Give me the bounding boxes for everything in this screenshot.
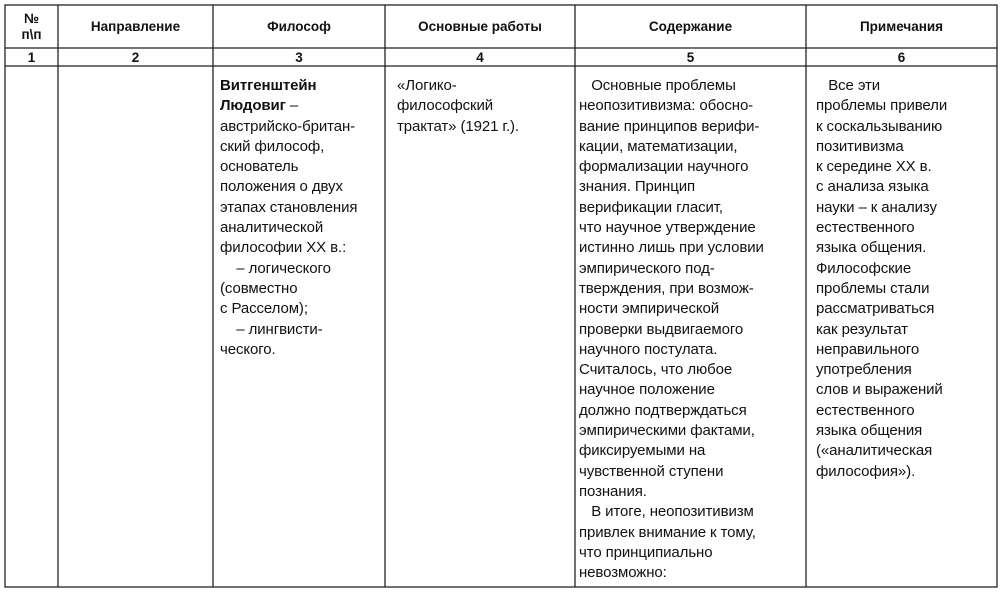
column-number-3 <box>213 48 385 66</box>
column-number-4 <box>385 48 575 66</box>
column-number-label: 4 <box>476 49 484 65</box>
column-number-label: 2 <box>131 49 140 65</box>
column-number-label: 5 <box>686 49 695 65</box>
header-works <box>385 5 575 48</box>
column-number-label: 3 <box>295 49 303 65</box>
header-notes <box>806 5 997 48</box>
table-row-notes-cell <box>816 76 994 482</box>
column-number-label: 6 <box>897 49 906 65</box>
philosopher-name: Витгенштейн Людовиг <box>220 77 317 115</box>
header-number <box>5 5 58 48</box>
column-number-2 <box>58 48 213 66</box>
header-direction <box>58 5 213 48</box>
header-philosopher-label: Философ <box>267 18 331 34</box>
header-works-label: Основные работы <box>418 18 542 34</box>
header-philosopher <box>213 5 385 48</box>
notes-text: Все эти проблемы привели к соскальзыванию позитивизма к середине XX в. с анализа языка науки – к анализу естественного языка общения. Философские проблемы стали рассматриваться как результат неправильного употребления слов и выражений естественного языка общения («аналитическая философия»). <box>816 77 948 480</box>
column-number-5 <box>575 48 806 66</box>
header-content <box>575 5 806 48</box>
header-direction-label: Направление <box>90 18 181 34</box>
works-text: «Логико- философский трактат» (1921 г.). <box>397 77 519 135</box>
column-number-label: 1 <box>27 49 36 65</box>
table-row-works-cell <box>397 76 572 137</box>
content-text: Основные проблемы неопозитивизма: обосно- вание принципов верифи- кации, математизации, формализации научного знания. Принцип верификации гласит, что научное утверждение истинно лишь при условии эмпирического под- тверждения, при возмож- ности эмпирической проверки выдвигаемого научного постулата. Считалось, что любое научное положение должно подтверждаться эмпирическими фактами, фиксируемыми на чувственной ступени познания. В итоге, неопозитивизм привлек внимание к тому, что принципиально невозможно: <box>579 77 764 582</box>
column-number-1 <box>5 48 58 66</box>
table-row-philosopher-cell <box>220 76 382 360</box>
header-number-label: № п\п <box>21 10 42 42</box>
header-content-label: Содержание <box>648 18 733 34</box>
table-row-content-cell <box>579 76 803 583</box>
column-number-6 <box>806 48 997 66</box>
header-notes-label: Примечания <box>859 18 944 34</box>
philosopher-description: – австрийско-британ- ский философ, основатель положения о двух этапах становления аналитической философии XX в.: – логического (совместно с Расселом); – лингвисти- ческого. <box>220 97 358 358</box>
